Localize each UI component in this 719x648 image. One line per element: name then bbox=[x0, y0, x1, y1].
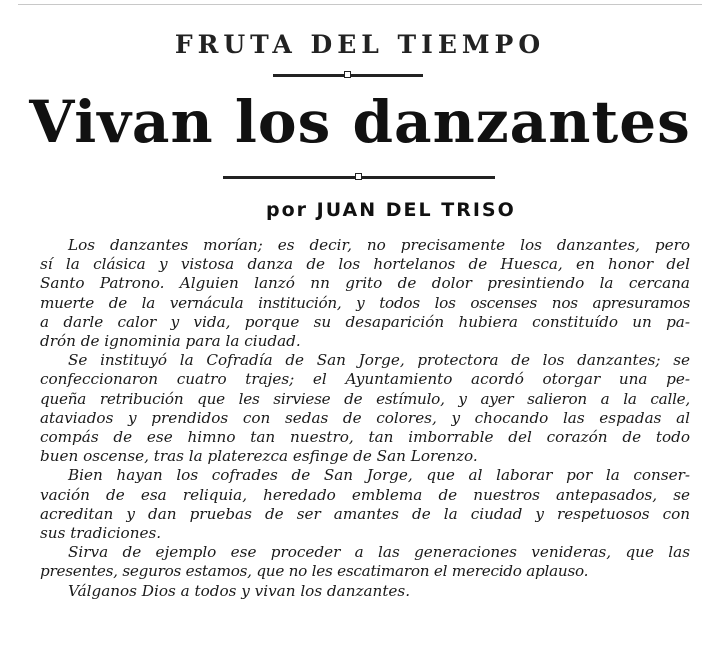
article-paragraph bbox=[40, 351, 690, 466]
article-headline: Vivan los danzantes bbox=[29, 88, 691, 156]
article-paragraph bbox=[40, 543, 690, 581]
ornamental-rule-top bbox=[273, 74, 423, 77]
article-body bbox=[40, 236, 690, 601]
section-title: FRUTA DEL TIEMPO bbox=[174, 30, 546, 59]
text-line: drón de ignominia para la ciudad. bbox=[40, 332, 301, 351]
text-line: sus tradiciones. bbox=[40, 524, 162, 543]
article-paragraph bbox=[40, 466, 690, 543]
article-paragraph bbox=[40, 236, 690, 351]
text-line: Válganos Dios a todos y vivan los danzantes. bbox=[68, 581, 411, 600]
text-line: Los danzantes morían; es decir, no precisamente los danzantes, pero bbox=[68, 236, 690, 254]
rule-ornament bbox=[344, 71, 351, 78]
text-line: queña retribución que les sirviese de estímulo, y ayer salieron a la calle, bbox=[40, 389, 690, 408]
text-line: vación de esa reliquia, heredado emblema de nuestros antepasados, se bbox=[40, 485, 690, 504]
ornamental-rule-bottom bbox=[223, 176, 495, 179]
article-byline: por JUAN DEL TRISO bbox=[266, 199, 516, 221]
text-line: ataviados y prendidos con sedas de colores, y chocando las espadas al bbox=[40, 408, 690, 427]
newspaper-clipping bbox=[18, 0, 702, 640]
text-line: sí la clásica y vistosa danza de los hortelanos de Huesca, en honor del bbox=[40, 255, 690, 274]
text-line: a darle calor y vida, porque su desaparición hubiera constituído un pa- bbox=[40, 312, 690, 331]
text-line: presentes, seguros estamos, que no les escatimaron el merecido aplauso. bbox=[40, 562, 589, 581]
text-line: muerte de la vernácula institución, y todos los oscenses nos apresuramos bbox=[40, 293, 690, 312]
text-line: Se instituyó la Cofradía de San Jorge, protectora de los danzantes; se bbox=[68, 351, 690, 370]
article-paragraph bbox=[40, 582, 690, 601]
text-line: confeccionaron cuatro trajes; el Ayuntamiento acordó otorgar una pe- bbox=[40, 370, 690, 389]
text-line: buen oscense, tras la platerezca esfinge de San Lorenzo. bbox=[40, 447, 478, 466]
text-line: Santo Patrono. Alguien lanzó nn grito de dolor presintiendo la cercana bbox=[40, 274, 690, 293]
rule-ornament bbox=[355, 173, 362, 180]
clipping-top-edge bbox=[18, 4, 702, 5]
text-line: compás de ese himno tan nuestro, tan imborrable del corazón de todo bbox=[40, 428, 690, 447]
text-line: Sirva de ejemplo ese proceder a las generaciones venideras, que las bbox=[68, 543, 690, 562]
text-line: acreditan y dan pruebas de ser amantes de la ciudad y respetuosos con bbox=[40, 504, 690, 523]
text-line: Bien hayan los cofrades de San Jorge, que al laborar por la conser- bbox=[68, 466, 690, 485]
